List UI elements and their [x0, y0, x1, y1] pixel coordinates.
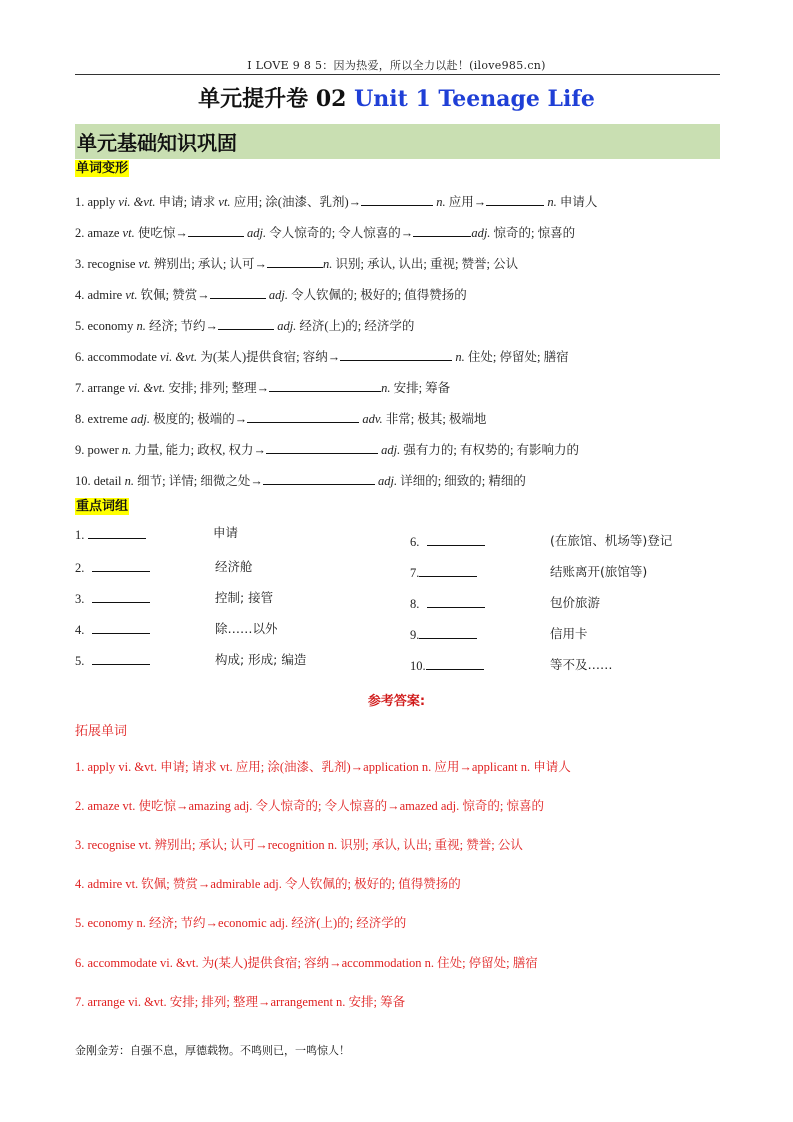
answer-blank[interactable] — [210, 286, 266, 299]
answer-blank[interactable] — [269, 379, 381, 392]
phrase-item-6: 6. — [410, 533, 485, 551]
phrases-label: 重点词组 — [76, 499, 129, 514]
phrase-meaning-7: 结账离开(旅馆等) — [550, 564, 648, 579]
answer-blank[interactable] — [419, 564, 477, 577]
answer-line-4: 4. admire vt. 钦佩; 赞赏→admirable adj. 令人钦佩的; 极好的; 值得赞扬的 — [75, 877, 461, 891]
word-forms-label: 单词变形 — [76, 161, 129, 176]
phrase-item-2: 2. — [75, 559, 150, 577]
phrase-item-8: 8. — [410, 595, 485, 613]
answer-blank[interactable] — [267, 255, 323, 268]
answer-blank[interactable] — [188, 224, 244, 237]
answer-blank[interactable] — [486, 193, 544, 206]
phrase-meaning-9: 信用卡 — [550, 626, 588, 641]
answer-blank[interactable] — [92, 559, 150, 572]
answer-blank[interactable] — [427, 595, 485, 608]
page-footer: 金刚金芳：自强不息，厚德载物。不鸣则已，一鸣惊人！ — [75, 1044, 350, 1057]
answer-blank[interactable] — [266, 441, 378, 454]
answer-blank[interactable] — [92, 652, 150, 665]
answer-line-6: 6. accommodate vi. &vt. 为(某人)提供食宿; 容纳→accommodation n. 住处; 停留处; 膳宿 — [75, 956, 538, 970]
answer-blank[interactable] — [263, 472, 375, 485]
phrase-meaning-6: (在旅馆、机场等)登记 — [550, 533, 673, 548]
word-form-line-5: 5. economy n. 经济; 节约→ adj. 经济(上)的; 经济学的 — [75, 319, 415, 333]
phrase-meaning-1: 申请 — [213, 525, 239, 540]
section-heading — [75, 124, 720, 159]
word-form-line-10: 10. detail n. 细节; 详情; 细微之处→ adj. 详细的; 细致的; 精细的 — [75, 474, 526, 488]
title-main: 单元提升卷 02 — [198, 86, 355, 112]
answer-blank[interactable] — [218, 317, 274, 330]
phrase-item-3: 3. — [75, 590, 150, 608]
answers-heading: 参考答案: — [367, 694, 426, 709]
phrase-item-10: 10. — [410, 657, 484, 675]
phrase-meaning-8: 包价旅游 — [550, 595, 601, 610]
word-form-line-2: 2. amaze vt. 使吃惊→ adj. 令人惊奇的; 令人惊喜的→ adj. 惊奇的; 惊喜的 — [75, 226, 576, 240]
answer-blank[interactable] — [361, 193, 433, 206]
word-form-line-9: 9. power n. 力量, 能力; 政权, 权力→ adj. 强有力的; 有权势的; 有影响力的 — [75, 443, 580, 457]
answer-blank[interactable] — [427, 533, 485, 546]
answer-blank[interactable] — [92, 590, 150, 603]
page-header: I LOVE 9 8 5：因为热爱，所以全力以赴！(ilove985.cn) — [247, 59, 546, 72]
page-title — [0, 82, 793, 113]
phrase-item-5: 5. — [75, 652, 150, 670]
answer-line-3: 3. recognise vt. 辨别出; 承认; 认可→recognition n. 识别; 承认, 认出; 重视; 赞誉; 公认 — [75, 838, 523, 852]
title-unit: Unit 1 Teenage Life — [354, 86, 595, 112]
phrase-meaning-3: 控制; 接管 — [215, 590, 274, 605]
word-form-line-8: 8. extreme adj. 极度的; 极端的→ adv. 非常; 极其; 极端地 — [75, 412, 487, 426]
section-heading-label: 单元基础知识巩固 — [77, 131, 237, 155]
answer-blank[interactable] — [88, 526, 146, 539]
answer-blank[interactable] — [92, 621, 150, 634]
answer-line-1: 1. apply vi. &vt. 申请; 请求 vt. 应用; 涂(油漆、乳剂)→application n. 应用→applicant n. 申请人 — [75, 760, 571, 774]
answer-blank[interactable] — [247, 410, 359, 423]
word-form-line-1: 1. apply vi. &vt. 申请; 请求 vt. 应用; 涂(油漆、乳剂)→ n. 应用→ n. 申请人 — [75, 195, 598, 209]
answer-line-7: 7. arrange vi. &vt. 安排; 排列; 整理→arrangement n. 安排; 筹备 — [75, 995, 406, 1009]
phrase-item-7: 7. — [410, 564, 477, 582]
answer-blank[interactable] — [413, 224, 471, 237]
phrase-item-1: 1. — [75, 526, 146, 544]
phrase-item-4: 4. — [75, 621, 150, 639]
phrase-meaning-5: 构成; 形成; 编造 — [215, 652, 307, 667]
word-form-line-3: 3. recognise vt. 辨别出; 承认; 认可→ n. 识别; 承认, 认出; 重视; 赞誉; 公认 — [75, 257, 519, 271]
answers-subheading: 拓展单词 — [75, 724, 128, 739]
answer-line-5: 5. economy n. 经济; 节约→economic adj. 经济(上)的; 经济学的 — [75, 916, 407, 930]
phrase-meaning-2: 经济舱 — [215, 559, 253, 574]
answer-blank[interactable] — [419, 626, 477, 639]
answer-blank[interactable] — [426, 657, 484, 670]
answer-blank[interactable] — [340, 348, 452, 361]
word-form-line-6: 6. accommodate vi. &vt. 为(某人)提供食宿; 容纳→ n. 住处; 停留处; 膳宿 — [75, 350, 569, 364]
phrase-item-9: 9. — [410, 626, 477, 644]
answer-line-2: 2. amaze vt. 使吃惊→amazing adj. 令人惊奇的; 令人惊喜的→amazed adj. 惊奇的; 惊喜的 — [75, 799, 545, 813]
word-form-line-4: 4. admire vt. 钦佩; 赞赏→ adj. 令人钦佩的; 极好的; 值得赞扬的 — [75, 288, 467, 302]
phrase-meaning-4: 除……以外 — [215, 621, 278, 636]
phrase-meaning-10: 等不及…… — [550, 657, 613, 672]
word-form-line-7: 7. arrange vi. &vt. 安排; 排列; 整理→ n. 安排; 筹备 — [75, 381, 451, 395]
header-divider — [75, 74, 720, 75]
